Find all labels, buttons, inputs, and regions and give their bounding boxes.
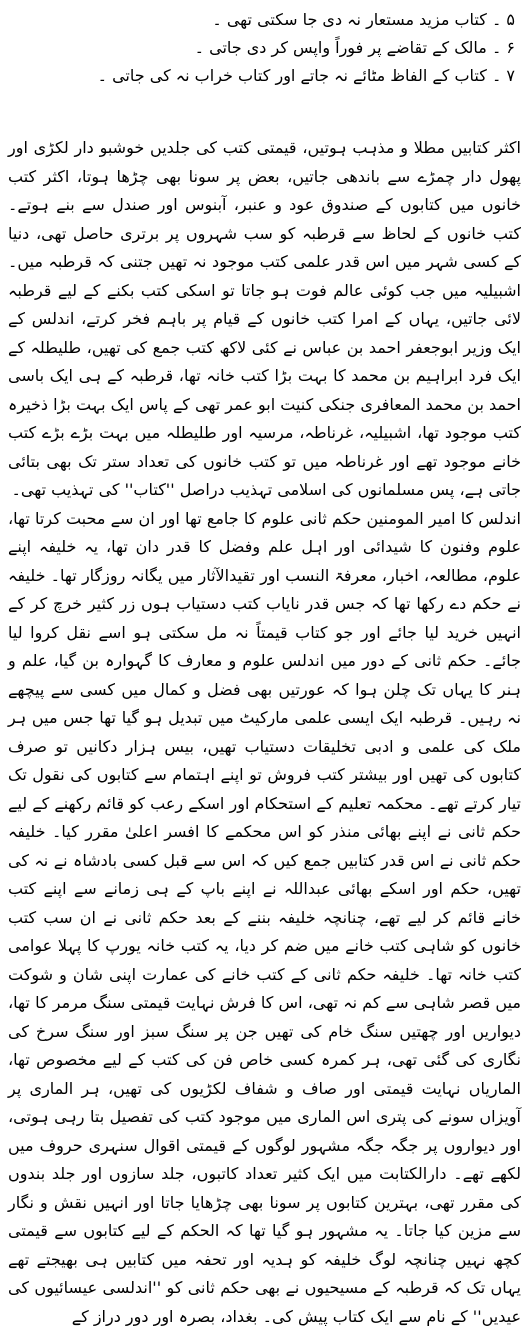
list-item: ۵ ۔ کتاب مزید مستعار نہ دی جا سکتی تھی ۔ [8, 6, 521, 34]
paragraph-hakam: اندلس کا امیر المومنین حکم ثانی علوم کا جامع تھا اور ان سے محبت کرتا تھا، علوم وفنون کا شیدائی اور اہل علم وفضل کا قدر دان تھا، یہ خلیفہ اپنے علوم، مطالعہ، اخبار، معرفۃ النسب اور تقیدالآثار میں یگانہ روزگار تھا۔ خلیفہ نے حکم دے رکھا تھا کہ جس قدر نایاب کتب دستیاب ہوں زر کثیر خرچ کر کے انہیں خرید لیا جائے اور جو کتاب قیمتاً نہ مل سکتی ہو اسے نقل کروا لیا جائے۔ حکم ثانی کے دور میں اندلس علوم و معارف کا گہوارہ بن گیا، علم و ہنر کا یہاں تک چلن ہوا کہ عورتیں بھی فضل و کمال میں کسی سے پیچھے نہ رہیں۔ قرطبہ ایک ایسی علمی مارکیٹ میں تبدیل ہو گیا تھا جس میں ہر ملک کی علمی و ادبی تخلیقات دستیاب تھیں، بیس ہزار دکانیں تو صرف کتابوں کی تھیں اور بیشتر کتب فروش تو اپنے اہتمام سے کتابوں کی نقول تک تیار کرتے تھے۔ محکمہ تعلیم کے استحکام اور اسکے رعب کو قائم رکھنے کے لیے حکم ثانی نے اپنے بھائی منذر کو اس محکمے کا افسر اعلیٰ مقرر کیا۔ خلیفہ حکم ثانی نے اس قدر کتابیں جمع کیں کہ اس سے قبل کسی بادشاہ نے نہ کی تھیں، حکم اور اسکے بھائی عبداللہ نے اپنے باپ کے ہی زمانے سے اپنے کتب خانے قائم کر لیے تھے، چنانچہ خلیفہ بننے کے بعد حکم ثانی نے ان سب کتب خانوں کو شاہی کتب خانے میں ضم کر دیا، یہ کتب خانہ یورپ کا پہلا عوامی کتب خانہ تھا۔ خلیفہ حکم ثانی کے کتب خانے کی عمارت اپنی شان و شوکت میں قصر شاہی سے کم نہ تھی، اس کا فرش نہایت قیمتی سنگ مرمر کا تھا، دیواریں اور چھتیں سنگ خام کی تھیں جن پر سنگ سبز اور سنگ سرخ کی نگاری کی گئی تھی، ہر کمرہ کسی خاص فن کی کتب کے لیے مخصوص تھا، الماریاں نہایت قیمتی اور صاف و شفاف لکڑیوں کی تھیں، ہر الماری پر آویزاں سونے کی پتری اس الماری میں موجود کتب کی تفصیل بتا رہی ہوتی، اور دیواروں پر جگہ جگہ مشہور لوگوں کے قیمتی اقوال سنہری حروف میں لکھے تھے۔ دارالکتابت میں ایک کثیر تعداد کاتبوں، جلد سازوں اور جلد بندوں کی مقرر تھی، بہترین کتابوں پر سونا بھی چڑھایا جاتا اور انہیں نقش و نگار سے مزین کیا جاتا۔ یہ مشہور ہو گیا تھا کہ الحکم کے لیے کتابوں سے قیمتی کچھ نہیں چنانچہ لوگ خلیفہ کو ہدیہ اور تحفہ میں کتابیں ہی بھیجتے تھے یہاں تک کہ قرطبہ کے مسیحیوں نے بھی حکم ثانی کو ''اندلسی عیسائیوں کی عیدیں'' کے نام سے ایک کتاب پیش کی۔ بغداد، بصرہ اور دور دراز کے [8, 505, 521, 1331]
paragraph-libraries: اکثر کتابیں مطلا و مذہب ہوتیں، قیمتی کتب کی جلدیں خوشبو دار لکڑی اور پھول دار چمڑے سے باندھی جاتیں، بعض پر سونا بھی چڑھا ہوتا، اکثر کتب خانوں میں کتابوں کے صندوق عود و عنبر، آبنوس اور صندل سے بنے ہوتے۔ کتب خانوں کے لحاظ سے قرطبہ کو سب شہروں پر برتری حاصل تھی، دنیا کے کسی شہر میں اس قدر علمی کتب موجود نہ تھیں جتنی کہ قرطبہ میں۔ اشبیلیہ میں جب کوئی عالم فوت ہو جاتا تو اسکی کتب بکنے کے لیے قرطبہ لائی جاتیں، یہاں کے امرا کتب خانوں کے قیام پر باہم فخر کرتے، اندلس کے ایک وزیر ابوجعفر احمد بن عباس نے کئی لاکھ کتب جمع کی تھیں، طلیطلہ کے ایک فرد ابراہیم بن محمد کا بہت بڑا کتب خانہ تھا، قرطبہ کے ہی ایک باسی احمد بن محمد المعافری جنکی کنیت ابو عمر تھی کے پاس ایک بہت بڑا ذخیرہ کتب موجود تھا، اشبیلیہ، غرناطہ، مرسیہ اور طلیطلہ میں بہت بڑے بڑے کتب خانے موجود تھے اور غرناطہ میں تو کتب خانوں کی تعداد ستر تک بھی بتائی جاتی ہے، پس مسلمانوں کی اسلامی تہذیب دراصل ''کتاب'' کی تہذیب تھی۔ [8, 134, 521, 505]
list-item: ۷ ۔ کتاب کے الفاظ مٹائے نہ جاتے اور کتاب خراب نہ کی جاتی ۔ [8, 62, 521, 90]
list-item: ۶ ۔ مالک کے تقاضے پر فوراً واپس کر دی جاتی ۔ [8, 34, 521, 62]
numbered-list [8, 6, 521, 90]
section-gap [8, 90, 521, 134]
